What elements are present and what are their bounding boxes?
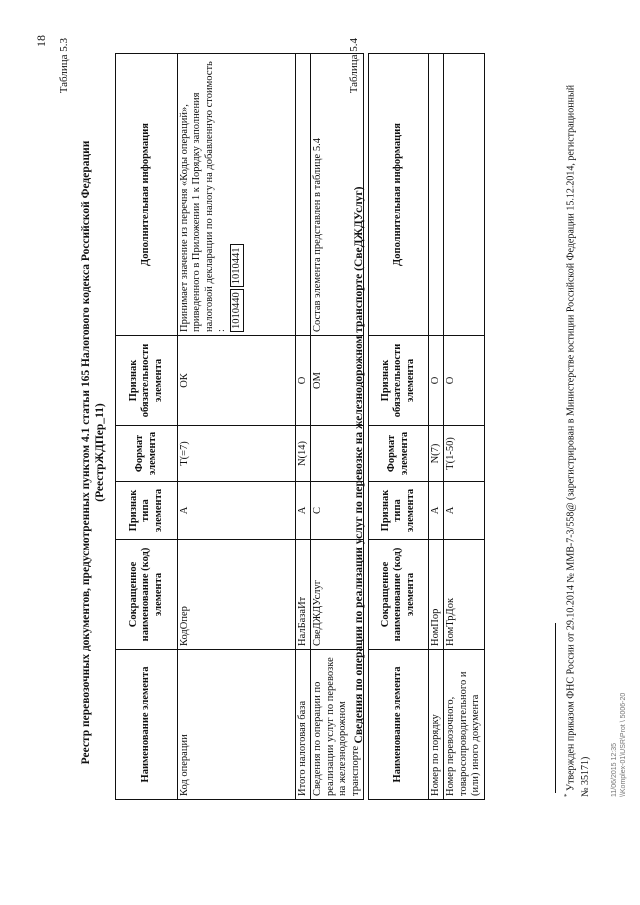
footnote-divider	[555, 623, 556, 793]
header-format: Формат элемента	[369, 426, 429, 482]
table-5-3-header-row	[116, 54, 178, 800]
cell-type: С	[311, 482, 364, 540]
header-required: Признак обязательности элемента	[369, 336, 429, 426]
cell-name: Сведения по операции по реализации услуг по перевозке на железнодорожном транспорте	[311, 650, 364, 800]
table-5-3-title	[80, 40, 107, 865]
cell-required: О	[296, 336, 311, 426]
cell-info	[429, 54, 444, 336]
operation-code: 1010441	[230, 245, 244, 288]
footnote-line1	[562, 77, 579, 797]
cell-type: А	[296, 482, 311, 540]
header-type: Признак типа элемента	[369, 482, 429, 540]
table-row	[296, 54, 311, 800]
header-name: Наименование элемента	[116, 650, 178, 800]
cell-name: Номер перевозочного, товаросопроводительного и (или) иного документа	[444, 650, 484, 800]
cell-name: Номер по порядку	[429, 650, 444, 800]
cell-required: О	[429, 336, 444, 426]
cell-info-text: Принимает значение из перечня «Коды операций», приведенного в Приложении 1 к Порядку заполнения налоговой декларации по налогу на добавленную стоимость :	[179, 61, 228, 332]
cell-required: ОМ	[311, 336, 364, 426]
cell-info	[178, 54, 296, 336]
cell-code: НомТрДок	[444, 540, 484, 650]
cell-info	[444, 54, 484, 336]
header-format: Формат элемента	[116, 426, 178, 482]
footnote-text: Утвержден приказом ФНС России от 29.10.2014 № ММВ-7-3/558@ (зарегистрирован в Министерстве юстиции Российской Федерации 15.12.2014, регистрационный	[565, 84, 577, 791]
table-5-4-label: Таблица 5.4	[348, 38, 360, 94]
page-number: 18	[34, 35, 48, 47]
cell-code: НомПор	[429, 540, 444, 650]
header-required: Признак обязательности элемента	[116, 336, 178, 426]
table-5-4-title: Сведения по операции по реализации услуг по перевозке на железнодорожном транспорте (СвеДЖДУслуг)	[353, 186, 365, 744]
cell-info	[296, 54, 311, 336]
print-stamp-line1: 11/06/2015 12:35	[611, 743, 618, 797]
table-row	[178, 54, 296, 800]
header-name: Наименование элемента	[369, 650, 429, 800]
footnote	[562, 77, 593, 797]
header-code: Сокращенное наименование (код) элемента	[116, 540, 178, 650]
cell-name: Код операции	[178, 650, 296, 800]
print-stamp	[610, 693, 628, 797]
cell-code: СвеДЖДУслуг	[311, 540, 364, 650]
cell-required: ОК	[178, 336, 296, 426]
cell-info: Состав элемента представлен в таблице 5.4	[311, 54, 364, 336]
cell-format: Т(=7)	[178, 426, 296, 482]
table-5-3-label: Таблица 5.3	[58, 38, 70, 94]
header-code: Сокращенное наименование (код) элемента	[369, 540, 429, 650]
table-5-3-title-line2: (РеестрЖДПер_11)	[93, 403, 106, 502]
operation-code: 1010440	[230, 289, 244, 332]
cell-type: А	[429, 482, 444, 540]
cell-required: О	[444, 336, 484, 426]
print-stamp-line2: \\Komplex-01\USR\Prot \ 5006-20	[620, 692, 628, 797]
footnote-mark: *	[563, 793, 571, 797]
cell-type: А	[178, 482, 296, 540]
cell-code: КодОпер	[178, 540, 296, 650]
header-info: Дополнительная информация	[369, 54, 429, 336]
cell-format: Т(1-50)	[444, 426, 484, 482]
header-info: Дополнительная информация	[116, 54, 178, 336]
cell-format: N(7)	[429, 426, 444, 482]
table-5-4	[368, 53, 485, 800]
table-5-3	[115, 53, 364, 800]
footnote-line2: № 35171)	[579, 756, 591, 797]
cell-format: N(14)	[296, 426, 311, 482]
cell-code: НалБазаИт	[296, 540, 311, 650]
table-row	[429, 54, 444, 800]
cell-type: А	[444, 482, 484, 540]
operation-codes	[230, 243, 244, 333]
cell-name: Итого налоговая база	[296, 650, 311, 800]
table-row	[444, 54, 484, 800]
table-5-4-header-row	[369, 54, 429, 800]
header-type: Признак типа элемента	[116, 482, 178, 540]
table-5-3-title-line1: Реестр перевозочных документов, предусмотренных пунктом 4.1 статьи 165 Налогового кодекса Российской Федерации	[80, 140, 92, 765]
